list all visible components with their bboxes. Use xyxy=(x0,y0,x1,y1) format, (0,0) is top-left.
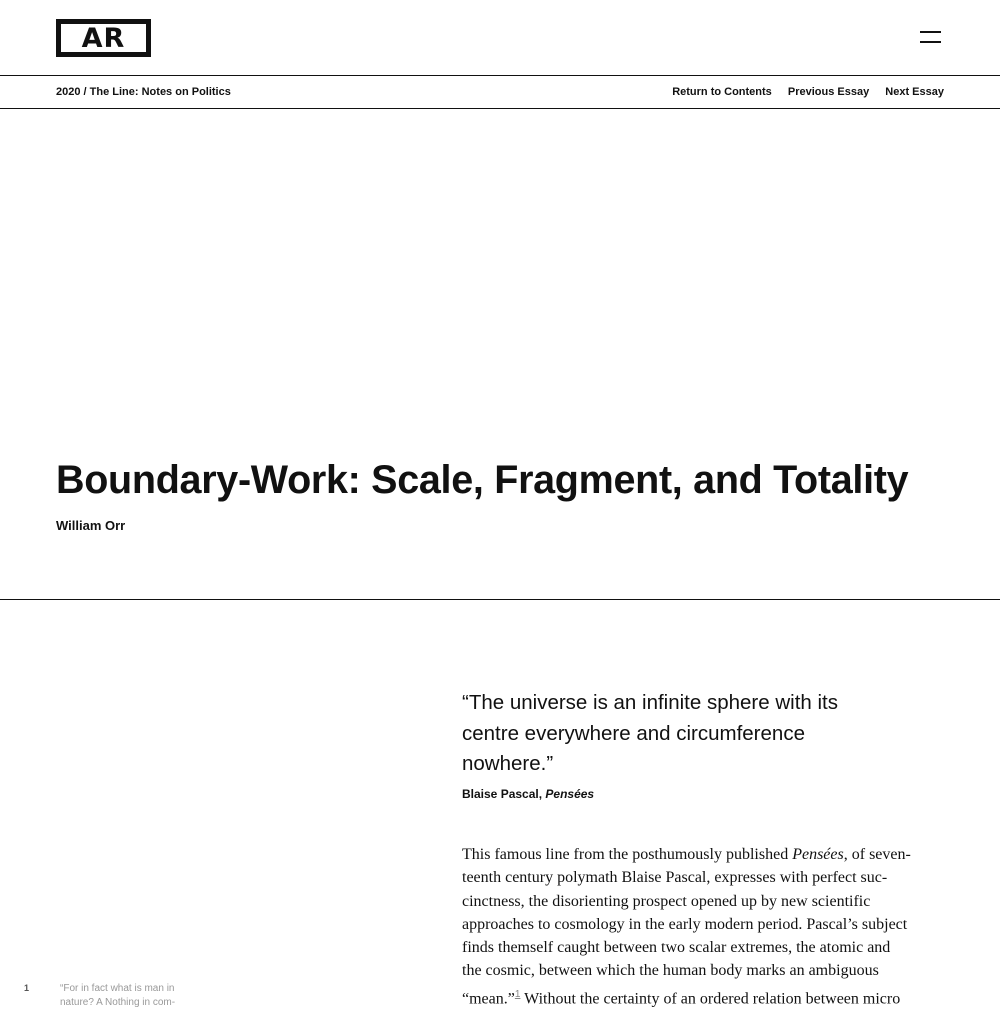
epigraph-line: centre everywhere and circumference xyxy=(462,721,805,745)
header-divider xyxy=(0,75,1000,76)
previous-essay-link[interactable]: Previous Essay xyxy=(787,86,870,98)
body-paragraph xyxy=(462,843,911,1010)
breadcrumb-year-link[interactable]: 2020 xyxy=(56,86,81,98)
breadcrumb-separator: / xyxy=(83,86,87,98)
next-essay-link[interactable]: Next Essay xyxy=(885,86,944,98)
footnote-line: nature? A Nothing in com- xyxy=(60,997,176,1008)
article-title: Boundary-Work: Scale, Fragment, and Totality xyxy=(56,458,909,502)
body-italic-title: Pensées xyxy=(792,846,844,863)
body-line: teenth century polymath Blaise Pascal, expresses with perfect suc- xyxy=(462,869,888,887)
body-line: the cosmic, between which the human body marks an ambiguous xyxy=(462,962,879,980)
article-author: William Orr xyxy=(56,518,126,533)
epigraph-quote xyxy=(462,688,882,780)
title-divider xyxy=(0,599,1000,600)
body-line: approaches to cosmology in the early modern period. Pascal’s subject xyxy=(462,915,908,933)
footnote-reference-link[interactable]: 1 xyxy=(514,988,521,1000)
breadcrumb-section-link[interactable]: The Line: Notes on Politics xyxy=(89,86,231,98)
epigraph-line: “The universe is an infinite sphere with its xyxy=(462,691,839,714)
body-line: finds themself caught between two scalar extremes, the atomic and xyxy=(462,939,891,957)
return-to-contents-link[interactable]: Return to Contents xyxy=(672,86,772,98)
body-text-span: Without the certainty of an ordered relation between micro xyxy=(520,990,901,1008)
menu-line-bottom xyxy=(920,41,941,43)
epigraph-source-author: Blaise Pascal, xyxy=(462,787,546,801)
footnote-line: “For in fact what is man in xyxy=(60,983,175,994)
body-line xyxy=(462,843,911,866)
body-text-span: This famous line from the posthumously published xyxy=(462,846,793,863)
body-text-span: , of seven- xyxy=(843,846,911,863)
epigraph-source xyxy=(462,787,594,801)
menu-line-top xyxy=(920,31,941,33)
hamburger-icon[interactable] xyxy=(920,29,942,45)
footnote-text xyxy=(60,982,210,1010)
body-line xyxy=(462,983,901,1010)
body-text-span: “mean.” xyxy=(462,990,515,1008)
breadcrumb xyxy=(56,86,231,98)
essay-navigation xyxy=(659,86,944,98)
epigraph-line: nowhere.” xyxy=(462,752,554,775)
nav-divider xyxy=(0,108,1000,109)
body-line: cinctness, the disorienting prospect opened up by new scientific xyxy=(462,892,871,910)
footnote-number: 1 xyxy=(24,983,30,993)
epigraph-source-work: Pensées xyxy=(545,787,595,801)
article-body xyxy=(462,843,911,1010)
ar-logo-link[interactable]: AR xyxy=(56,19,151,57)
